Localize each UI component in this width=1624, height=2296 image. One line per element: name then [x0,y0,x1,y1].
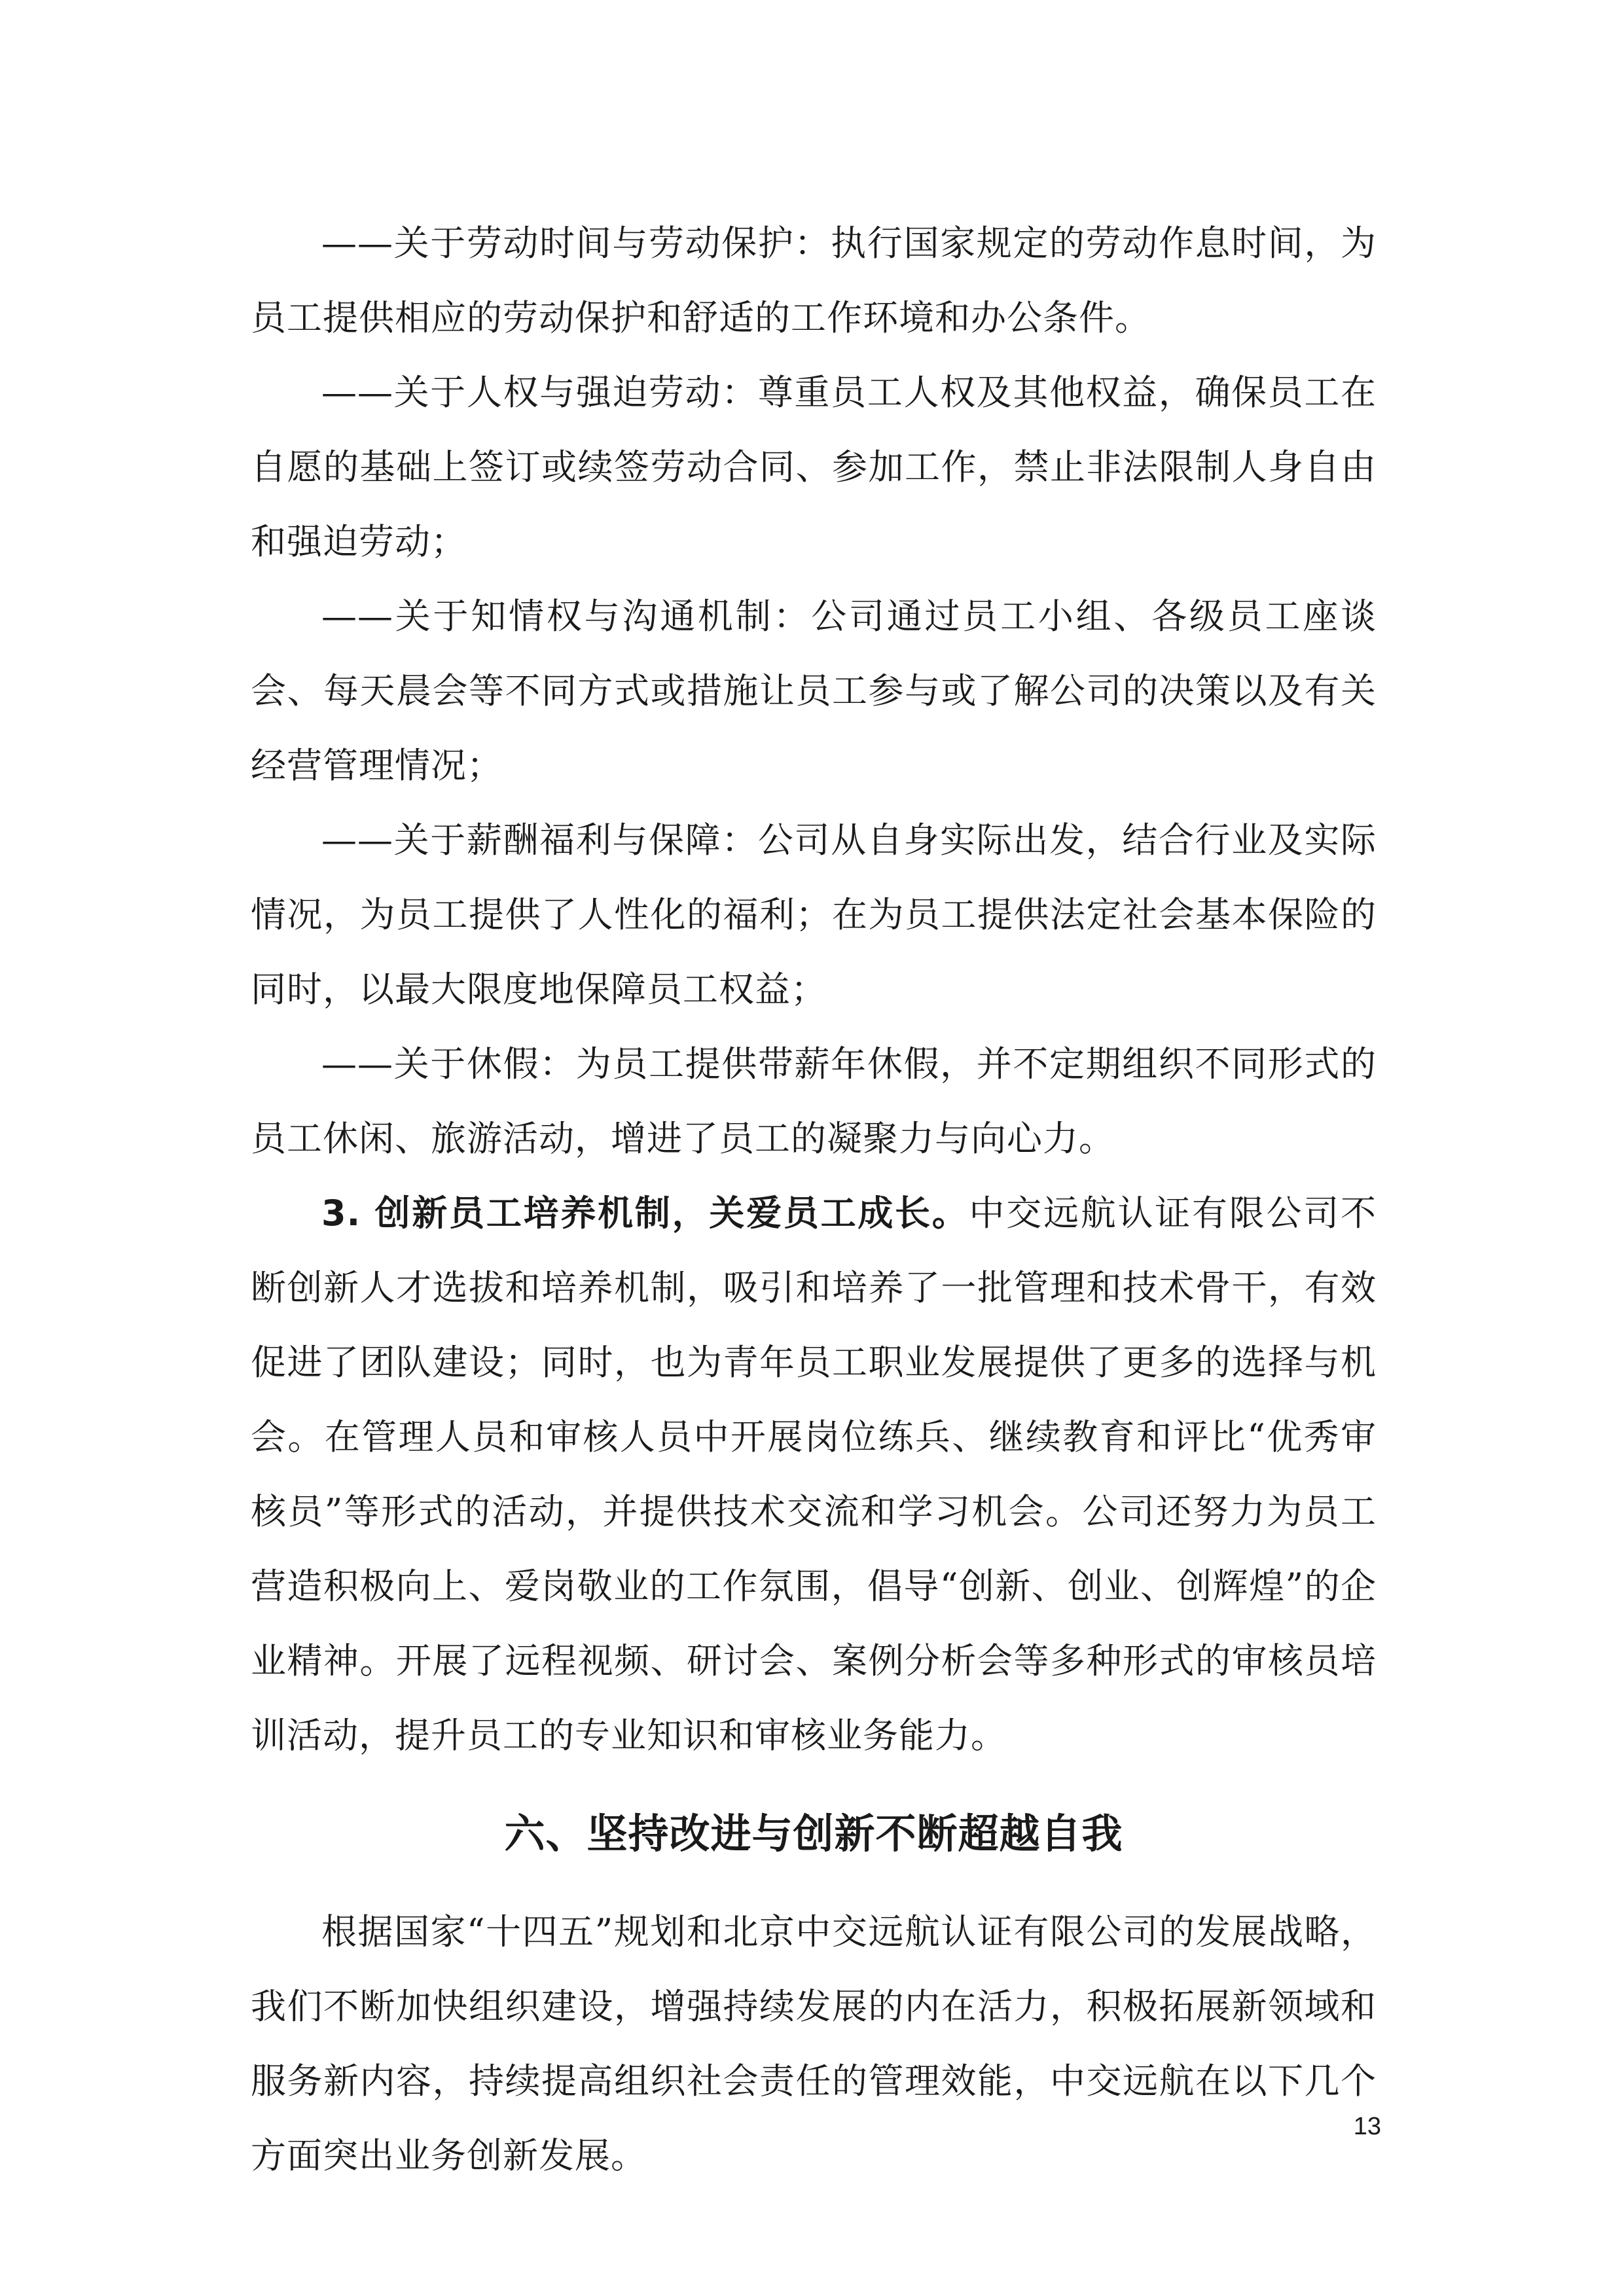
page-number: 13 [1353,2113,1381,2140]
paragraph-development-strategy: 根据国家“十四五”规划和北京中交远航认证有限公司的发展战略，我们不断加快组织建设，增强持续发展的内在活力，积极拓展新领域和服务新内容，持续提高组织社会责任的管理效能，中交远航在以下几个方面突出业务创新发展。 [251,1911,1377,2176]
paragraph-lead-bold: 3. 创新员工培养机制，关爱员工成长。 [321,1193,969,1234]
page-content [251,206,1377,2193]
paragraph-communication: ——关于知情权与沟通机制：公司通过员工小组、各级员工座谈会、每天晨会等不同方式或措施让员工参与或了解公司的决策以及有关经营管理情况； [251,596,1377,786]
paragraph-compensation: ——关于薪酬福利与保障：公司从自身实际出发，结合行业及实际情况，为员工提供了人性化的福利；在为员工提供法定社会基本保险的同时，以最大限度地保障员工权益； [251,819,1377,1010]
paragraph-body: 中交远航认证有限公司不断创新人才选拔和培养机制，吸引和培养了一批管理和技术骨干，有效促进了团队建设；同时，也为青年员工职业发展提供了更多的选择与机会。在管理人员和审核人员中开展岗位练兵、继续教育和评比“优秀审核员”等形式的活动，并提供技术交流和学习机会。公司还努力为员工营造积极向上、爱岗敬业的工作氛围，倡导“创新、创业、创辉煌”的企业精神。开展了远程视频、研讨会、案例分析会等多种形式的审核员培训活动，提升员工的专业知识和审核业务能力。 [251,1193,1377,1756]
paragraph-vacation: ——关于休假：为员工提供带薪年休假，并不定期组织不同形式的员工休闲、旅游活动，增进了员工的凝聚力与向心力。 [251,1043,1377,1159]
paragraph-human-rights: ——关于人权与强迫劳动：尊重员工人权及其他权益，确保员工在自愿的基础上签订或续签劳动合同、参加工作，禁止非法限制人身自由和强迫劳动； [251,372,1377,562]
section-heading: 六、坚持改进与创新不断超越自我 [504,1810,1123,1857]
paragraph-employee-training [251,1176,1377,1773]
paragraph-working-hours: ——关于劳动时间与劳动保护：执行国家规定的劳动作息时间，为员工提供相应的劳动保护和舒适的工作环境和办公条件。 [251,223,1377,338]
